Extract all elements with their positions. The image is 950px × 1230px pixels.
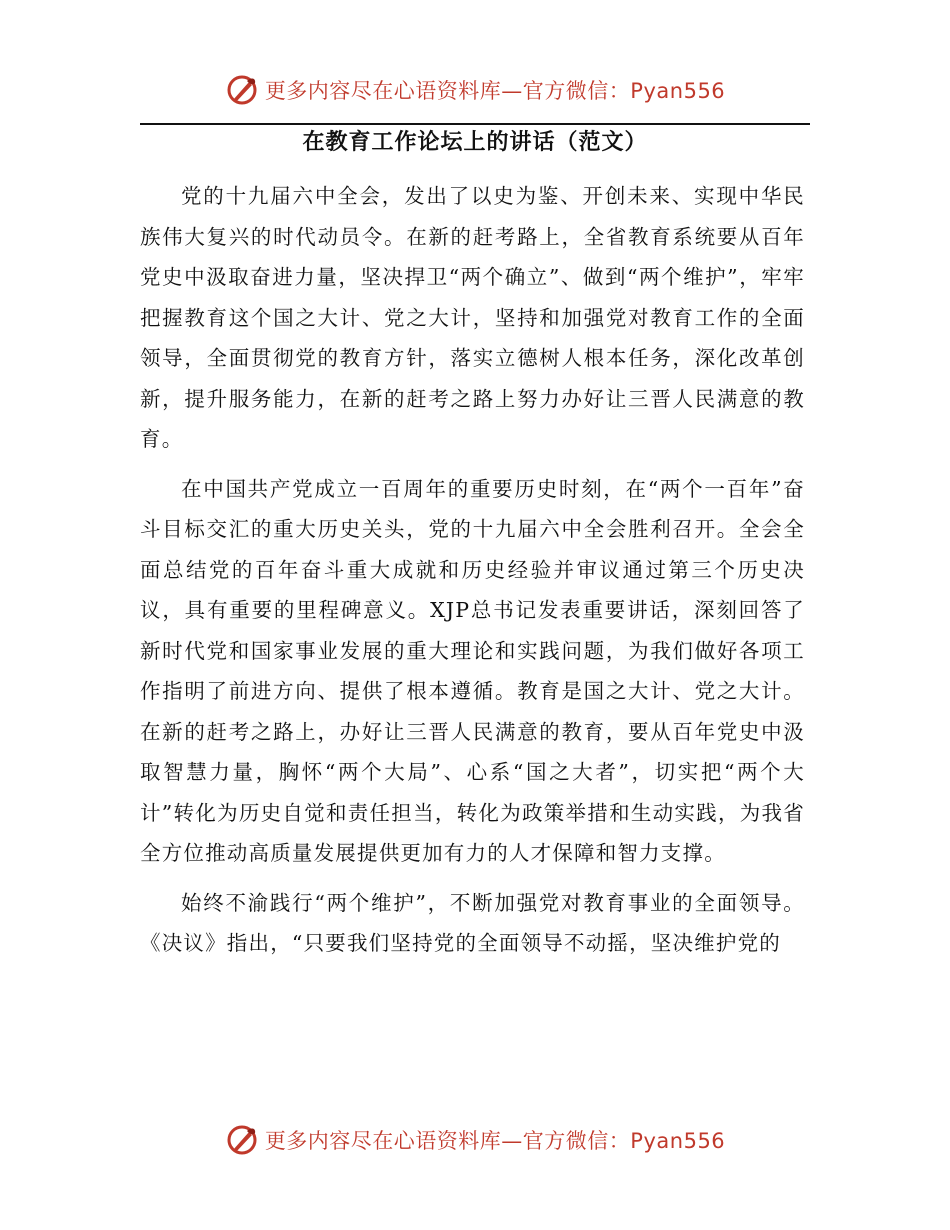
- page-title: 在教育工作论坛上的讲话（范文）: [302, 130, 648, 155]
- paragraph-1: 党的十九届六中全会，发出了以史为鉴、开创未来、实现中华民族伟大复兴的时代动员令。在新的赶考路上，全省教育系统要从百年党史中汲取奋进力量，坚决捍卫“两个确立”、做到“两个维护”，牢牢把握教育这个国之大计、党之大计，坚持和加强党对教育工作的全面领导，全面贯彻党的教育方针，落实立德树人根本任务，深化改革创新，提升服务能力，在新的赶考之路上努力办好让三晋人民满意的教育。: [140, 184, 805, 451]
- paragraph-3: 始终不渝践行“两个维护”，不断加强党对教育事业的全面领导。《决议》指出，“只要我们坚持党的全面领导不动摇，坚决维护党的: [140, 890, 805, 955]
- document-body: [140, 176, 805, 964]
- footer-banner-text: 更多内容尽在心语资料库—官方微信：Pyan556: [264, 1129, 726, 1153]
- header-banner: [0, 70, 950, 110]
- header-banner-text: 更多内容尽在心语资料库—官方微信：Pyan556: [264, 79, 726, 103]
- quill-pen-logo-icon: [225, 73, 259, 107]
- paragraph-2: 在中国共产党成立一百周年的重要历史时刻，在“两个一百年”奋斗目标交汇的重大历史关头，党的十九届六中全会胜利召开。全会全面总结党的百年奋斗重大成就和历史经验并审议通过第三个历史决议，具有重要的里程碑意义。XJP总书记发表重要讲话，深刻回答了新时代党和国家事业发展的重大理论和实践问题，为我们做好各项工作指明了前进方向、提供了根本遵循。教育是国之大计、党之大计。在新的赶考之路上，办好让三晋人民满意的教育，要从百年党史中汲取智慧力量，胸怀“两个大局”、心系“国之大者”，切实把“两个大计”转化为历史自觉和责任担当，转化为政策举措和生动实践，为我省全方位推动高质量发展提供更加有力的人才保障和智力支撑。: [140, 476, 805, 865]
- footer-banner: [0, 1120, 950, 1160]
- header-rule: [140, 123, 810, 125]
- quill-pen-logo-icon: [225, 1123, 259, 1157]
